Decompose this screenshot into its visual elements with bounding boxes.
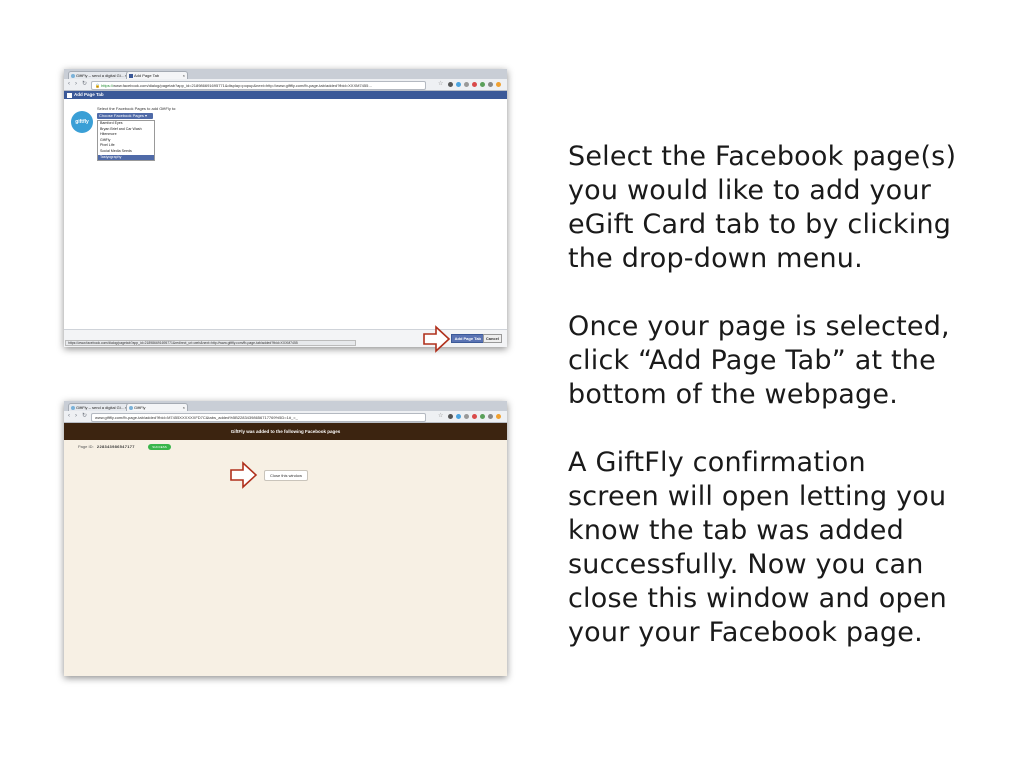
tab-giftfly[interactable]: GiftFly – send a digital Gi… [68, 403, 130, 412]
list-item[interactable]: Pixel Life [100, 143, 115, 148]
list-item[interactable]: GiftFly [100, 137, 111, 142]
extension-icon[interactable] [456, 82, 461, 87]
tab-add-page-tab[interactable]: Add Page Tab × [126, 71, 188, 80]
giftfly-favicon-icon [71, 74, 75, 78]
facebook-dialog-screenshot [64, 69, 507, 347]
giftfly-favicon-icon [71, 406, 75, 410]
page-id-label: Page ID: [78, 444, 94, 449]
extension-icon[interactable] [464, 82, 469, 87]
url-input[interactable]: www.giftfly.com/fb-page-tab/added?fbid=M7455XXXXXXFD7C&tabs_added%5B22834398656717769%5D=1#_=_ [91, 413, 426, 422]
menu-icon[interactable] [496, 414, 501, 419]
extension-icon[interactable] [464, 414, 469, 419]
instruction-step-2: Once your page is selected, click “Add Page Tab” at the bottom of the webpage. [568, 311, 950, 410]
bookmark-star-icon[interactable]: ☆ [438, 413, 444, 419]
giftfly-logo: giftfly [71, 111, 93, 133]
extension-icon[interactable] [480, 414, 485, 419]
close-window-button[interactable]: Close this window [264, 470, 308, 481]
close-tab-icon[interactable]: × [182, 405, 185, 410]
reload-icon[interactable]: ↻ [82, 81, 88, 87]
tab-strip [64, 401, 507, 411]
facebook-favicon-icon [129, 74, 133, 78]
select-pages-label: Select the Facebook Pages to add GiftFly to: [97, 106, 177, 111]
tab-strip [64, 69, 507, 79]
menu-icon[interactable] [496, 82, 501, 87]
giftfly-confirmation-screenshot [64, 401, 507, 676]
facebook-pages-list [97, 120, 155, 161]
facebook-pages-dropdown[interactable]: Choose Facebook Pages ▾ [97, 113, 153, 119]
page-id-value: 228343986547177 [96, 444, 135, 449]
extension-icon[interactable] [456, 414, 461, 419]
cancel-button[interactable]: Cancel [483, 334, 502, 343]
right-arrow-icon [422, 324, 452, 354]
instruction-step-3: A GiftFly confirmation screen will open letting you know the tab was added successfully. Now you can close this window and open your your Facebook page. [568, 447, 947, 648]
https-lock-icon: 🔒 [95, 82, 100, 88]
facebook-logo-icon [67, 93, 72, 98]
extension-icon[interactable] [472, 82, 477, 87]
dialog-title-bar: Add Page Tab [64, 91, 507, 99]
giftfly-favicon-icon [129, 406, 133, 410]
list-item[interactable]: Hitenmore [100, 132, 117, 137]
right-arrow-icon [229, 460, 259, 490]
back-arrow-icon[interactable]: ‹ [68, 413, 70, 419]
extension-icon[interactable] [488, 82, 493, 87]
status-bar-url: https://www.facebook.com/dialog/pagetab?app_id=218986691695771&redirect_uri=web&next=http://www.giftfly.com/fb-page-tab/added?fbid=XXXM7455 [65, 340, 356, 346]
extension-icon[interactable] [472, 414, 477, 419]
tab-giftfly-added[interactable]: GiftFly × [126, 403, 188, 412]
forward-arrow-icon[interactable]: › [75, 413, 77, 419]
back-arrow-icon[interactable]: ‹ [68, 81, 70, 87]
list-item-selected[interactable]: Tastyography [98, 155, 154, 161]
list-item[interactable]: Bamford Eyes [100, 121, 123, 125]
add-page-tab-button[interactable]: Add Page Tab [451, 334, 485, 343]
address-bar-row [64, 79, 507, 91]
extension-icon[interactable] [488, 414, 493, 419]
instruction-step-1: Select the Facebook page(s) you would like to add your eGift Card tab to by clicking the drop-down menu. [568, 141, 957, 274]
bookmark-star-icon[interactable]: ☆ [438, 81, 444, 87]
forward-arrow-icon[interactable]: › [75, 81, 77, 87]
status-badge: SUCCESS [148, 444, 171, 450]
page-id-row [78, 444, 135, 449]
extension-icon[interactable] [448, 82, 453, 87]
address-bar-row [64, 411, 507, 423]
extension-icon[interactable] [448, 414, 453, 419]
list-item[interactable]: Bryan Brief and Car Wash [100, 126, 142, 131]
extension-icon[interactable] [480, 82, 485, 87]
list-item[interactable]: Social Media Seeds [100, 148, 132, 153]
instructions-text [568, 140, 998, 684]
reload-icon[interactable]: ↻ [82, 413, 88, 419]
url-input[interactable]: 🔒 https://www.facebook.com/dialog/pagetab?app_id=218986691695771&display=popup&next=http://www.giftfly.com/fb-page-tab/added?fbid=XXXM7455… [91, 81, 426, 90]
tab-giftfly[interactable]: GiftFly – send a digital Gi… [68, 71, 130, 80]
close-tab-icon[interactable]: × [182, 73, 185, 78]
confirmation-banner: GiftFly was added to the following Facebook pages [64, 423, 507, 440]
